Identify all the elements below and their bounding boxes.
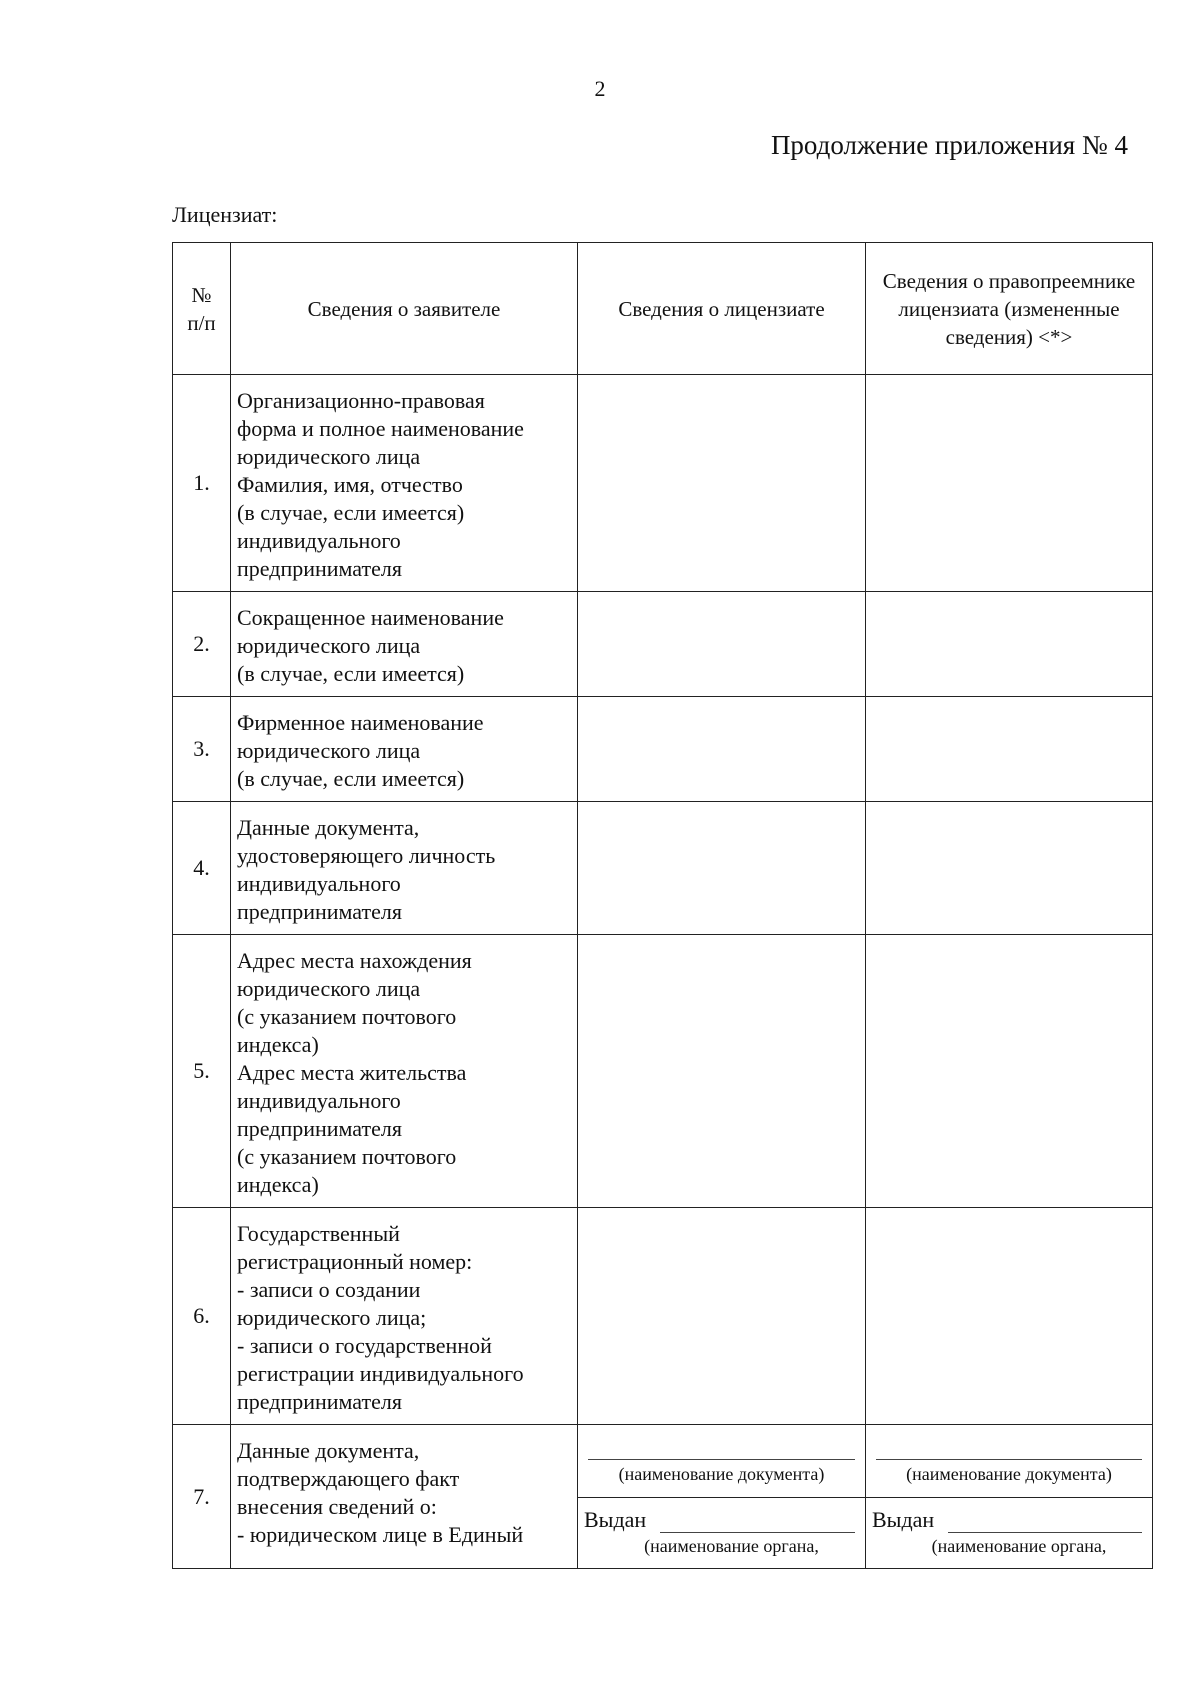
successor-value-cell[interactable] [866, 1208, 1153, 1425]
issued-label: Выдан [872, 1507, 935, 1532]
row-number: 5. [173, 935, 231, 1208]
table-row [173, 935, 1153, 1208]
successor-value-cell[interactable] [866, 592, 1153, 697]
row-number: 4. [173, 802, 231, 935]
document-name-field[interactable] [578, 1425, 865, 1498]
successor-value-cell[interactable] [866, 697, 1153, 802]
licensee-label: Лицензиат: [172, 202, 278, 227]
successor-document-cell [866, 1425, 1153, 1569]
row-number: 3. [173, 697, 231, 802]
row-number: 7. [173, 1425, 231, 1569]
table-header-row [173, 243, 1153, 375]
issued-label: Выдан [584, 1507, 647, 1532]
document-name-caption: (наименование документа) [906, 1464, 1112, 1484]
table-row [173, 1208, 1153, 1425]
header-applicant: Сведения о заявителе [231, 243, 578, 375]
issuer-field[interactable] [578, 1498, 865, 1568]
issuer-caption: (наименование органа, [931, 1536, 1107, 1556]
successor-value-cell[interactable] [866, 375, 1153, 592]
document-name-caption: (наименование документа) [618, 1464, 825, 1484]
successor-value-cell[interactable] [866, 802, 1153, 935]
table-row [173, 1425, 1153, 1569]
licensee-document-cell [578, 1425, 866, 1569]
header-num: № п/п [173, 243, 231, 375]
licensee-value-cell[interactable] [578, 802, 866, 935]
appendix-title: Продолжение приложения № 4 [770, 130, 1128, 160]
issuer-field[interactable] [866, 1498, 1152, 1568]
licensee-value-cell[interactable] [578, 1208, 866, 1425]
row-description: Данные документа, подтверждающего факт внесения сведений о: - юридическом лице в Единый [231, 1425, 578, 1569]
licensee-value-cell[interactable] [578, 697, 866, 802]
row-number: 6. [173, 1208, 231, 1425]
row-number: 2. [173, 592, 231, 697]
row-description: Организационно-правовая форма и полное наименование юридического лица Фамилия, имя, отчество (в случае, если имеется) индивидуального предпринимателя [231, 375, 578, 592]
row-description: Государственный регистрационный номер: - записи о создании юридического лица; - записи о государственной регистрации индивидуального предпринимателя [231, 1208, 578, 1425]
licensee-value-cell[interactable] [578, 375, 866, 592]
row-description: Адрес места нахождения юридического лица (с указанием почтового индекса) Адрес места жительства индивидуального предпринимателя (с указанием почтового индекса) [231, 935, 578, 1208]
licensee-info-table [172, 242, 1153, 1569]
licensee-value-cell[interactable] [578, 592, 866, 697]
successor-value-cell[interactable] [866, 935, 1153, 1208]
table-row [173, 592, 1153, 697]
table-row [173, 802, 1153, 935]
header-successor: Сведения о правопреемнике лицензиата (измененные сведения) <*> [866, 243, 1153, 375]
table-row [173, 697, 1153, 802]
row-description: Данные документа, удостоверяющего личность индивидуального предпринимателя [231, 802, 578, 935]
table-row [173, 375, 1153, 592]
row-number: 1. [173, 375, 231, 592]
header-licensee: Сведения о лицензиате [578, 243, 866, 375]
document-name-field[interactable] [866, 1425, 1152, 1498]
issuer-caption: (наименование органа, [644, 1536, 819, 1556]
page-number: 2 [594, 76, 606, 101]
row-description: Фирменное наименование юридического лица (в случае, если имеется) [231, 697, 578, 802]
licensee-value-cell[interactable] [578, 935, 866, 1208]
row-description: Сокращенное наименование юридического лица (в случае, если имеется) [231, 592, 578, 697]
